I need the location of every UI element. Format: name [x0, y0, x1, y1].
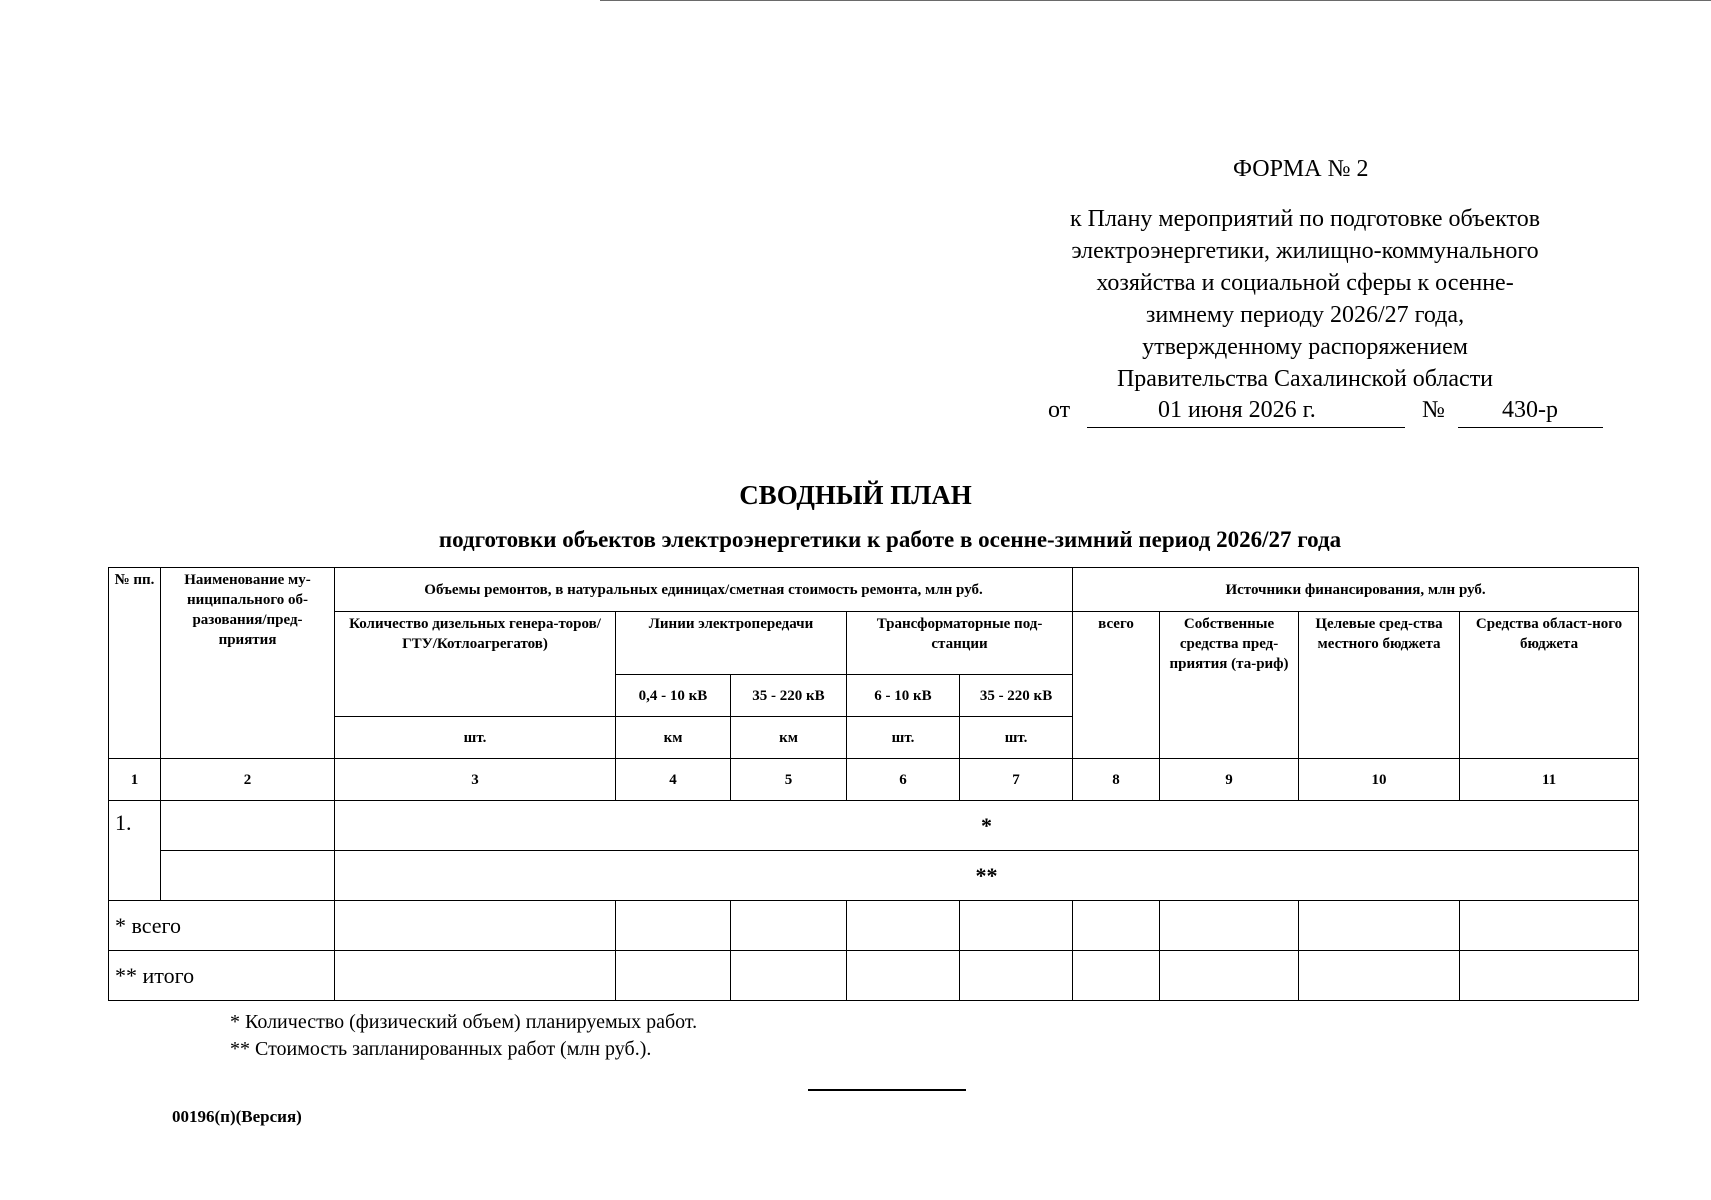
unit-line-04-10: км [616, 717, 731, 759]
total-cell [1073, 901, 1160, 951]
version-code: 00196(п)(Версия) [172, 1107, 302, 1126]
number-sign: № [1422, 397, 1445, 423]
itogo-cell [1160, 951, 1299, 1001]
footnotes [230, 1009, 697, 1063]
column-number: 10 [1299, 759, 1460, 801]
total-cell [616, 901, 731, 951]
column-number: 5 [731, 759, 847, 801]
municipality-name-cell [161, 801, 335, 851]
quantity-merged-cell: * [335, 801, 1639, 851]
footnote-quantity: * Количество (физический объем) планируемых работ. [230, 1011, 698, 1033]
form-number: ФОРМА № 2 [1233, 156, 1369, 182]
unit-diesel: шт. [335, 717, 616, 759]
header-voltage-35-220-substations: 35 - 220 кВ [960, 675, 1073, 717]
reference-line: хозяйства и социальной сферы к осенне- [1096, 270, 1514, 296]
header-voltage-04-10: 0,4 - 10 кВ [616, 675, 731, 717]
itogo-cell [335, 951, 616, 1001]
decree-number: 430-р [1502, 397, 1558, 423]
column-number: 2 [161, 759, 335, 801]
header-funding-sources: Источники финансирования, млн руб. [1073, 568, 1639, 612]
itogo-cell [847, 951, 960, 1001]
header-local-budget: Целевые сред-ства местного бюджета [1299, 612, 1460, 759]
column-number: 8 [1073, 759, 1160, 801]
summary-plan-table [108, 567, 1639, 1001]
total-cell [1460, 901, 1639, 951]
document-title: СВОДНЫЙ ПЛАН [739, 480, 972, 510]
itogo-cell [1299, 951, 1460, 1001]
reference-line: утвержденному распоряжением [1142, 334, 1468, 360]
total-cell [847, 901, 960, 951]
column-number: 7 [960, 759, 1073, 801]
itogo-cell [616, 951, 731, 1001]
reference-line: зимнему периоду 2026/27 года, [1145, 302, 1465, 328]
header-substations: Трансформаторные под-станции [847, 612, 1073, 675]
column-number: 9 [1160, 759, 1299, 801]
header-voltage-35-220-lines: 35 - 220 кВ [731, 675, 847, 717]
itogo-cell [1460, 951, 1639, 1001]
header-power-lines: Линии электропередачи [616, 612, 847, 675]
total-cell [335, 901, 616, 951]
column-number: 4 [616, 759, 731, 801]
itogo-cell [1073, 951, 1160, 1001]
header-own-funds: Собственные средства пред-приятия (та-риф) [1160, 612, 1299, 759]
date-prefix: от [1048, 397, 1071, 423]
municipality-name-cell [161, 851, 335, 901]
reference-line: электроэнергетики, жилищно-коммунального [1071, 238, 1539, 264]
number-underline [1458, 427, 1603, 428]
reference-line: к Плану мероприятий по подготовке объектов [1069, 206, 1541, 232]
footnote-cost: ** Стоимость запланированных работ (млн руб.). [230, 1038, 652, 1060]
total-label: * всего [109, 901, 335, 951]
header-number: № пп. [109, 568, 161, 759]
separator-line [808, 1089, 966, 1091]
total-cell [1160, 901, 1299, 951]
unit-line-35-220: км [731, 717, 847, 759]
header-repair-volumes: Объемы ремонтов, в натуральных единицах/сметная стоимость ремонта, млн руб. [335, 568, 1073, 612]
scan-edge-line [600, 0, 1711, 1]
reference-block [1020, 203, 1590, 395]
total-cell [1299, 901, 1460, 951]
column-number: 1 [109, 759, 161, 801]
unit-substation-35-220: шт. [960, 717, 1073, 759]
header-voltage-6-10: 6 - 10 кВ [847, 675, 960, 717]
total-cell [731, 901, 847, 951]
header-municipality: Наименование му-ниципального об-разования/пред-приятия [161, 568, 335, 759]
document-subtitle: подготовки объектов электроэнергетики к работе в осенне-зимний период 2026/27 года [438, 527, 1342, 552]
unit-substation-6-10: шт. [847, 717, 960, 759]
header-regional-budget: Средства област-ного бюджета [1460, 612, 1639, 759]
total-cell [960, 901, 1073, 951]
header-total: всего [1073, 612, 1160, 759]
date-underline [1087, 427, 1405, 428]
column-number: 6 [847, 759, 960, 801]
itogo-label: ** итого [109, 951, 335, 1001]
row-number: 1. [109, 801, 161, 901]
column-number: 11 [1460, 759, 1639, 801]
decree-date-line [1048, 397, 1608, 431]
itogo-cell [731, 951, 847, 1001]
itogo-cell [960, 951, 1073, 1001]
cost-merged-cell: ** [335, 851, 1639, 901]
header-diesel-generators: Количество дизельных генера-торов/ГТУ/Котлоагрегатов) [335, 612, 616, 717]
decree-date: 01 июня 2026 г. [1158, 397, 1316, 423]
reference-line: Правительства Сахалинской области [1116, 366, 1494, 392]
column-number: 3 [335, 759, 616, 801]
